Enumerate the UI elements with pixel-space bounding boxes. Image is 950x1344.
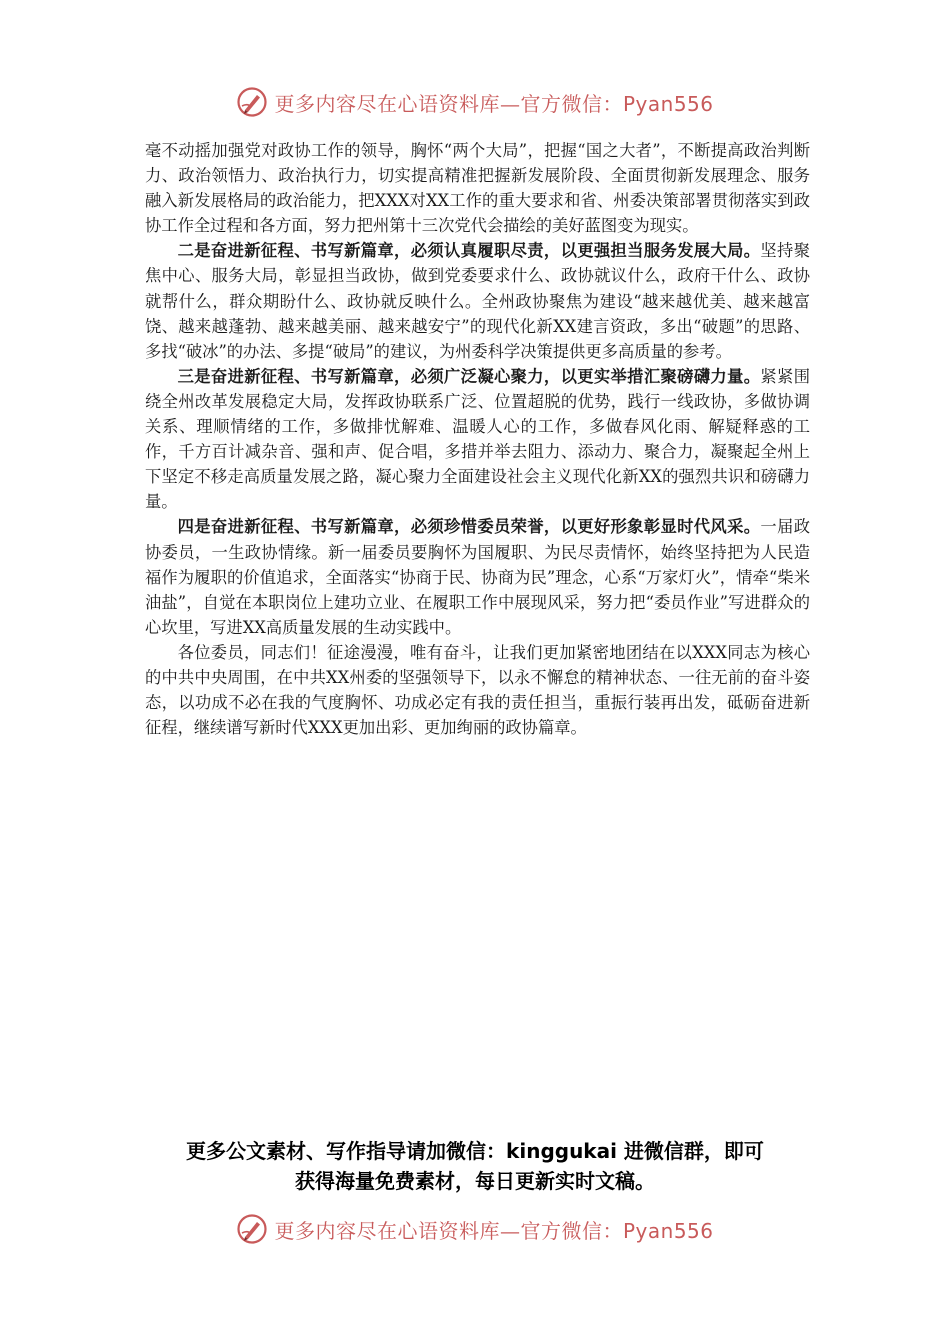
header-banner — [0, 82, 950, 122]
pen-logo-icon — [236, 1213, 268, 1245]
footer-wechat-id: Pyan556 — [622, 1218, 714, 1243]
footer-banner — [0, 1209, 950, 1249]
section-heading-2: 二是奋进新征程、书写新篇章，必须认真履职尽责，以更强担当服务发展大局。 — [177, 241, 761, 261]
header-wechat-id: Pyan556 — [622, 91, 714, 116]
intro-paragraph: 毫不动摇加强党对政协工作的领导，胸怀“两个大局”，把握“国之大者”，不断提高政治判断力、政治领悟力、政治执行力，切实提高精准把握新发展阶段、全面贯彻新发展理念、服务融入新发展格局的政治能力，把XXX对XX工作的重大要求和省、州委决策部署贯彻落实到政协工作全过程和各方面，努力把州第十三次党代会描绘的美好蓝图变为现实。 — [145, 141, 810, 236]
document-body — [145, 138, 810, 740]
promo-line-2: 获得海量免费素材，每日更新实时文稿。 — [295, 1169, 655, 1193]
section-paragraph-3 — [145, 364, 810, 515]
section-heading-3: 三是奋进新征程、书写新篇章，必须广泛凝心聚力，以更实举措汇聚磅礴力量。 — [177, 366, 761, 386]
closing-paragraph: 各位委员，同志们！征途漫漫，唯有奋斗，让我们更加紧密地团结在以XXX同志为核心的中共中央周围，在中共XX州委的坚强领导下，以永不懈怠的精神状态、一往无前的奋斗姿态，以功成不必在我的气度胸怀、功成必定有我的责任担当，重振行装再出发，砥砺奋进新征程，继续谱写新时代XXX更加出彩、更加绚丽的政协篇章。 — [145, 642, 810, 738]
section-heading-4: 四是奋进新征程、书写新篇章，必须珍惜委员荣誉，以更好形象彰显时代风采。 — [177, 517, 761, 537]
header-banner-text: 更多内容尽在心语资料库—官方微信：Pyan556 — [274, 91, 714, 116]
section-text-2: 坚持聚焦中心、服务大局，彰显担当政协，做到党委要求什么、政协就议什么，政府干什么、政协就帮什么，群众期盼什么、政协就反映什么。全州政协聚焦为建设“越来越优美、越来越富饶、越来越蓬勃、越来越美丽、越来越安宁”的现代化新XX建言资政，多出“破题”的思路、多找“破冰”的办法、多提“破局”的建议，为州委科学决策提供更多高质量的参考。 — [145, 241, 810, 361]
section-text-3: 紧紧围绕全州改革发展稳定大局，发挥政协联系广泛、位置超脱的优势，践行一线政协，多做协调关系、理顺情绪的工作，多做排忧解难、温暖人心的工作，多做春风化雨、解疑释惑的工作，千方百计减杂音、强和声、促合唱，多措并举去阻力、添动力、聚合力，凝聚起全州上下坚定不移走高质量发展之路，凝心聚力全面建设社会主义现代化新XX的强烈共识和磅礴力量。 — [145, 366, 810, 512]
promo-line-1: 更多公文素材、写作指导请加微信：kinggukai 进微信群，即可 — [186, 1139, 764, 1163]
footer-banner-text: 更多内容尽在心语资料库—官方微信：Pyan556 — [274, 1218, 714, 1243]
section-paragraph-2 — [145, 238, 810, 363]
pen-logo-icon — [236, 86, 268, 118]
section-text-4: 一届政协委员，一生政协情缘。新一届委员要胸怀为国履职、为民尽责情怀，始终坚持把为人民造福作为履职的价值追求，全面落实“协商于民、协商为民”理念，心系“万家灯火”，情牵“柴米油盐”，自觉在本职岗位上建功立业、在履职工作中展现风采，努力把“委员作业”写进群众的心坎里，写进XX高质量发展的生动实践中。 — [145, 517, 810, 637]
promo-notice — [0, 1136, 950, 1196]
section-paragraph-4 — [145, 514, 810, 639]
